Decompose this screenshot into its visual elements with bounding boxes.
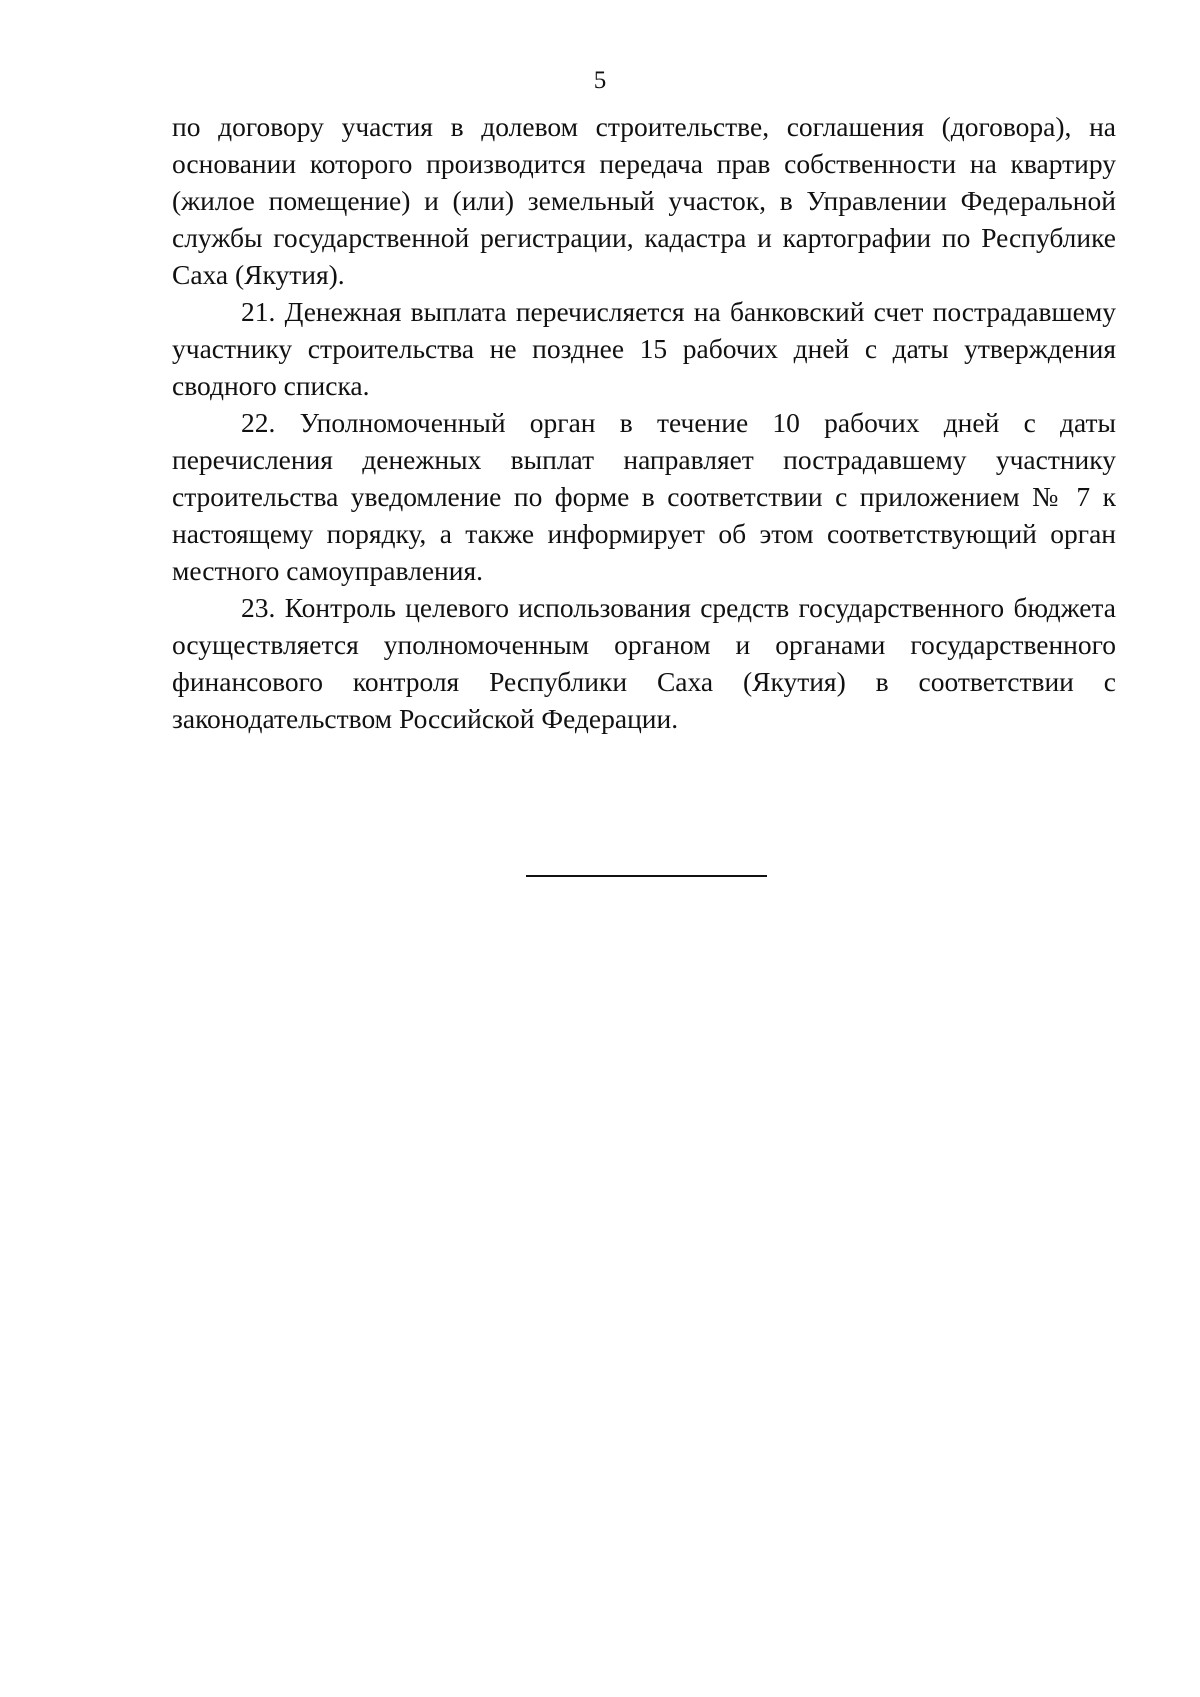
paragraph-21: 21. Денежная выплата перечисляется на банковский счет пострадавшему участнику строительства не позднее 15 рабочих дней с даты утверждения сводного списка.	[172, 296, 1116, 401]
paragraph-continuation: по договору участия в долевом строительстве, соглашения (договора), на основании которого производится передача прав собственности на квартиру (жилое помещение) и (или) земельный участок, в Управлении Федеральной службы государственной регистрации, кадастра и картографии по Республике Саха (Якутия).	[172, 111, 1116, 290]
page-number: 5	[593, 67, 607, 94]
document-body	[172, 108, 1116, 737]
paragraph-23: 23. Контроль целевого использования средств государственного бюджета осуществляется уполномоченным органом и органами государственного финансового контроля Республики Саха (Якутия) в соответствии с законодательством Российской Федерации.	[172, 592, 1116, 734]
paragraph-22: 22. Уполномоченный орган в течение 10 рабочих дней с даты перечисления денежных выплат направляет пострадавшему участнику строительства уведомление по форме в соответствии с приложением № 7 к настоящему порядку, а также информирует об этом соответствующий орган местного самоуправления.	[172, 407, 1116, 586]
end-divider-line	[526, 875, 767, 877]
